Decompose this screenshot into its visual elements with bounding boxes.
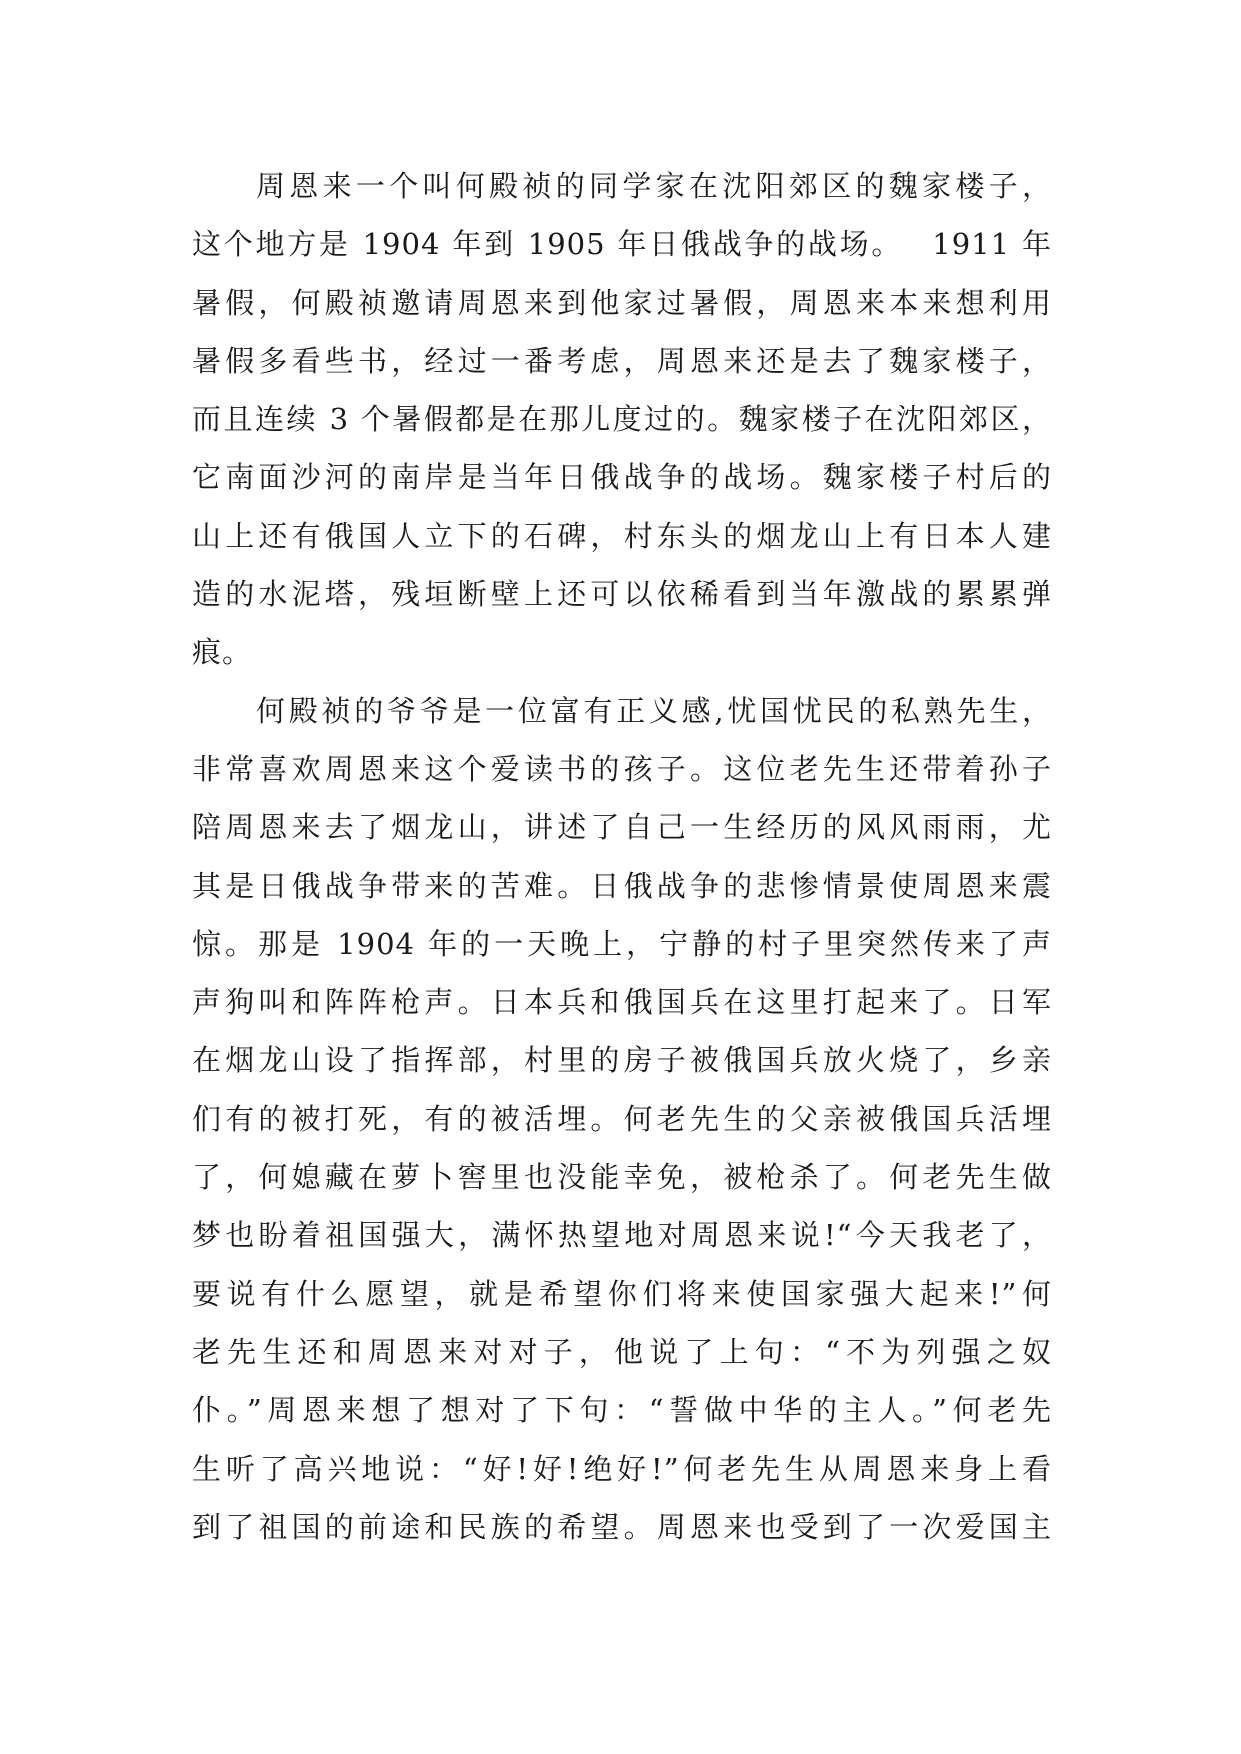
- text-line: 山上还有俄国人立下的石碑，村东头的烟龙山上有日本人建: [192, 518, 1052, 553]
- paragraph-1: [192, 157, 1052, 682]
- text-line: 仆。”周恩来想了想对了下句：“誓做中华的主人。”何老先: [192, 1393, 1052, 1428]
- text-line: 老先生还和周恩来对对子，他说了上句：“不为列强之奴: [192, 1334, 1052, 1369]
- text-line: 陪周恩来去了烟龙山，讲述了自己一生经历的风风雨雨，尤: [192, 810, 1052, 845]
- text-line: 周恩来一个叫何殿祯的同学家在沈阳郊区的魏家楼子，: [256, 169, 1052, 203]
- text-line: 非常喜欢周恩来这个爱读书的孩子。这位老先生还带着孙子: [192, 751, 1052, 786]
- body-text: [192, 157, 1052, 1556]
- text-line: 它南面沙河的南岸是当年日俄战争的战场。魏家楼子村后的: [192, 460, 1052, 495]
- text-line: 要说有什么愿望，就是希望你们将来使国家强大起来!”何: [192, 1276, 1052, 1311]
- text-line: 了，何媳藏在萝卜窖里也没能幸免，被枪杀了。何老先生做: [192, 1160, 1052, 1195]
- text-line: 而且连续 3 个暑假都是在那儿度过的。魏家楼子在沈阳郊区，: [192, 402, 1052, 437]
- text-line: 其是日俄战争带来的苦难。日俄战争的悲惨情景使周恩来震: [192, 868, 1052, 903]
- text-line: 惊。那是 1904 年的一天晚上，宁静的村子里突然传来了声: [192, 926, 1052, 961]
- text-line: 痕。: [192, 635, 253, 670]
- text-line: 声狗叫和阵阵枪声。日本兵和俄国兵在这里打起来了。日军: [192, 985, 1052, 1020]
- text-line: 生听了高兴地说：“好!好!绝好!”何老先生从周恩来身上看: [192, 1451, 1052, 1486]
- text-line: 在烟龙山设了指挥部，村里的房子被俄国兵放火烧了，乡亲: [192, 1043, 1052, 1078]
- text-line: 暑假多看些书，经过一番考虑，周恩来还是去了魏家楼子，: [192, 343, 1052, 378]
- text-line: 梦也盼着祖国强大，满怀热望地对周恩来说!“今天我老了，: [192, 1218, 1052, 1253]
- text-line: 暑假，何殿祯邀请周恩来到他家过暑假，周恩来本来想利用: [192, 285, 1052, 320]
- text-line: 们有的被打死，有的被活埋。何老先生的父亲被俄国兵活埋: [192, 1101, 1052, 1136]
- text-line: 这个地方是 1904 年到 1905 年日俄战争的战场。 1911 年: [192, 227, 1052, 262]
- text-line: 造的水泥塔，残垣断壁上还可以依稀看到当年激战的累累弹: [192, 577, 1052, 612]
- text-line: 何殿祯的爷爷是一位富有正义感,忧国忧民的私熟先生，: [256, 693, 1052, 728]
- paragraph-2: [192, 682, 1052, 1556]
- text-line: 到了祖国的前途和民族的希望。周恩来也受到了一次爱国主: [192, 1509, 1052, 1544]
